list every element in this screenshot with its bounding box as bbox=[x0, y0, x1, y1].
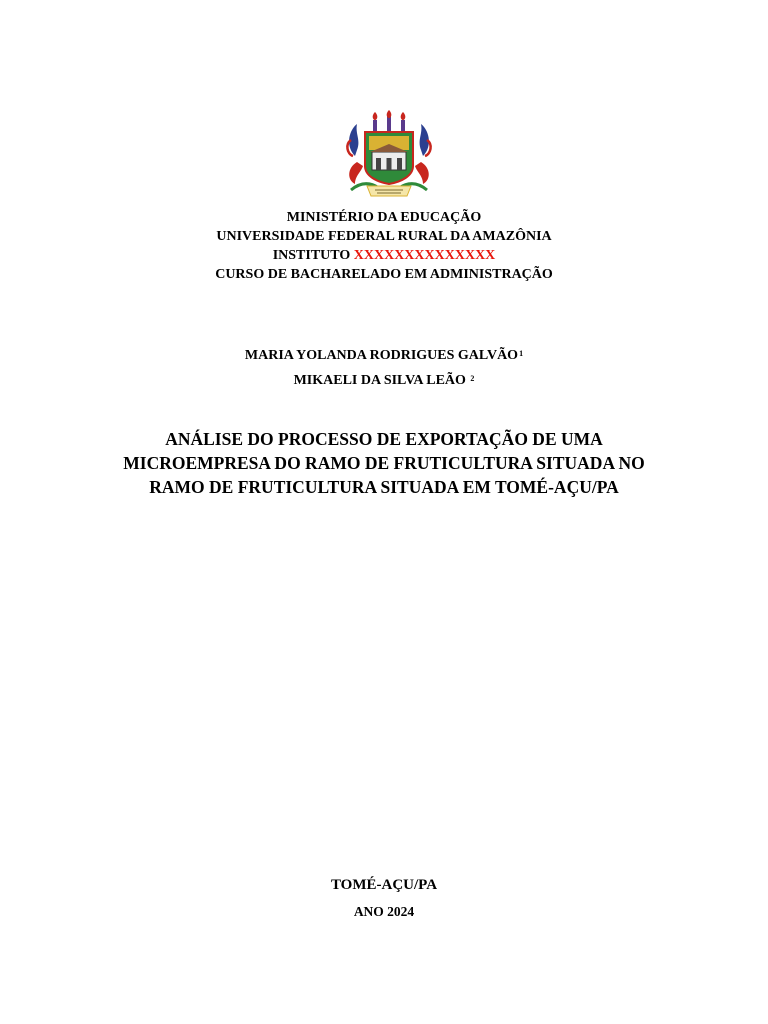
university-line: UNIVERSIDADE FEDERAL RURAL DA AMAZÔNIA bbox=[216, 229, 552, 244]
institute-code: XXXXXXXXXXXXXX bbox=[353, 248, 496, 263]
work-title-line-3: RAMO DE FRUTICULTURA SITUADA EM TOMÉ-AÇU/PA bbox=[149, 477, 619, 497]
city-label: TOMÉ-AÇU/PA bbox=[330, 877, 438, 893]
author-2-footnote-marker: 2 bbox=[470, 374, 475, 383]
course-line: CURSO DE BACHARELADO EM ADMINISTRAÇÃO bbox=[215, 267, 553, 282]
university-coat-of-arms-logo bbox=[343, 110, 435, 198]
author-1-name: MARIA YOLANDA RODRIGUES GALVÃO bbox=[244, 348, 519, 363]
institute-label: INSTITUTO bbox=[272, 248, 351, 263]
ministry-line: MINISTÉRIO DA EDUCAÇÃO bbox=[286, 210, 482, 225]
work-title-line-2: MICROEMPRESA DO RAMO DE FRUTICULTURA SITUADA NO bbox=[123, 453, 645, 473]
author-1-footnote-marker: 1 bbox=[519, 349, 524, 358]
author-2-name: MIKAELI DA SILVA LEÃO bbox=[293, 373, 466, 388]
year-label: ANO 2024 bbox=[353, 904, 415, 919]
institute-line bbox=[0, 246, 768, 265]
work-title-line-1: ANÁLISE DO PROCESSO DE EXPORTAÇÃO DE UMA bbox=[165, 429, 603, 449]
author-1 bbox=[0, 346, 768, 365]
author-2 bbox=[0, 371, 768, 390]
